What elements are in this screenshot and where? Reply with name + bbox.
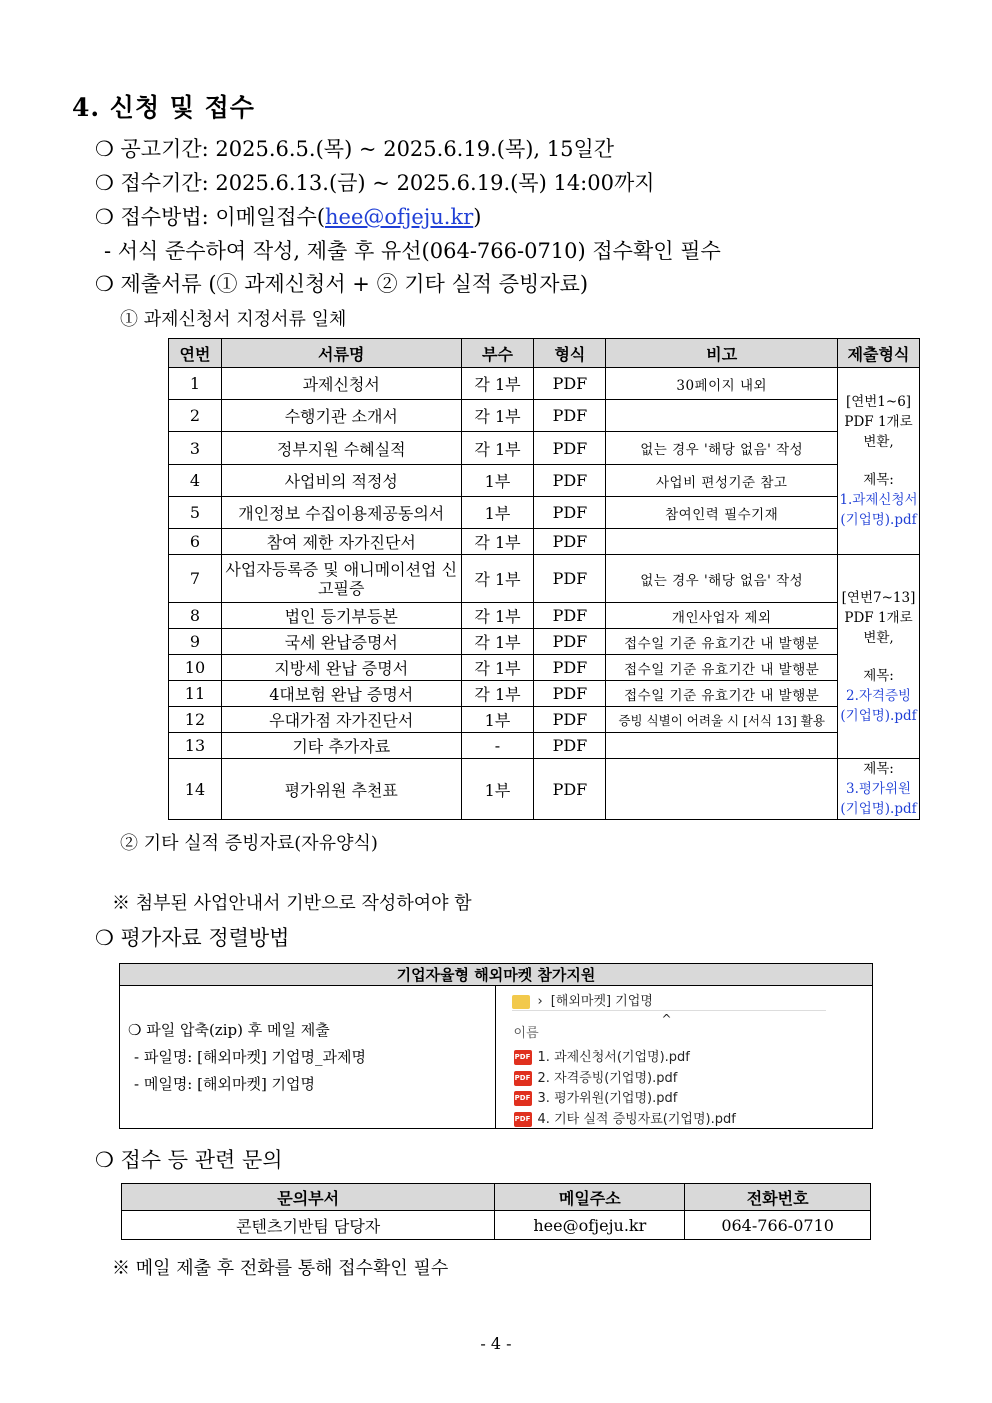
cell-doc-name: 우대가점 자가진단서 xyxy=(221,707,461,733)
table-row xyxy=(169,759,920,820)
cell-doc-name: 개인정보 수집이용제공동의서 xyxy=(221,497,461,529)
table-row xyxy=(169,555,920,603)
cell-remarks: 사업비 편성기준 참고 xyxy=(606,465,838,497)
table-row xyxy=(169,432,920,465)
receipt-email-link[interactable]: hee@ofjeju.kr xyxy=(325,205,474,229)
cell-no: 4 xyxy=(169,465,222,497)
table-row xyxy=(169,681,920,707)
form-line1: PDF 1개로 xyxy=(844,609,913,626)
cell-doc-name: 사업비의 적정성 xyxy=(221,465,461,497)
cell-doc-name: 법인 등기부등본 xyxy=(221,603,461,629)
cell-copies: 1부 xyxy=(461,759,534,820)
pdf-icon: PDF xyxy=(514,1112,532,1127)
cell-doc-name: 정부지원 수혜실적 xyxy=(221,432,461,465)
header-format: 형식 xyxy=(534,339,606,368)
cell-doc-name: 지방세 완납 증명서 xyxy=(221,655,461,681)
cell-no: 6 xyxy=(169,529,222,555)
cell-format: PDF xyxy=(534,432,606,465)
form-title-label: 제목: xyxy=(863,472,894,488)
folder-path-bar xyxy=(512,990,826,1011)
cell-format: PDF xyxy=(534,655,606,681)
documents-table xyxy=(168,338,920,820)
submission-form-group1 xyxy=(838,368,920,555)
cell-doc-name: 수행기관 소개서 xyxy=(221,400,461,432)
list-item[interactable] xyxy=(514,1069,736,1090)
header-copies: 부수 xyxy=(461,339,534,368)
pdf-icon: PDF xyxy=(514,1050,532,1065)
table-row xyxy=(122,1211,871,1240)
form-file-ext: (기업명).pdf xyxy=(840,512,917,528)
cell-doc-name: 참여 제한 자가진단서 xyxy=(221,529,461,555)
table-row xyxy=(169,603,920,629)
receipt-method-prefix: ❍ 접수방법: 이메일접수( xyxy=(95,205,326,229)
cell-no: 1 xyxy=(169,368,222,400)
notice-period: ❍ 공고기간: 2025.6.5.(목) ~ 2025.6.19.(목), 15일간 xyxy=(95,137,615,161)
cell-format: PDF xyxy=(534,603,606,629)
form-range: [연번1~6] xyxy=(845,394,912,410)
folder-screenshot xyxy=(495,986,872,1129)
sort-line3: - 메일명: [해외마켓] 기업명 xyxy=(134,1074,316,1093)
cell-remarks xyxy=(606,733,838,759)
form-line1: PDF 1개로 xyxy=(844,414,913,430)
table-row xyxy=(169,497,920,529)
sort-method-heading: ❍ 평가자료 정렬방법 xyxy=(95,926,290,950)
submission-form-group2 xyxy=(838,555,920,759)
form-range: [연번7~13] xyxy=(841,589,916,606)
sort-line2: - 파일명: [해외마켓] 기업명_과제명 xyxy=(134,1047,367,1066)
receipt-note: - 서식 준수하여 작성, 제출 후 유선(064-766-0710) 접수확인 필수 xyxy=(104,239,721,263)
breadcrumb-chevron-icon: › xyxy=(537,994,543,1009)
cell-doc-name: 4대보험 완납 증명서 xyxy=(221,681,461,707)
table-row xyxy=(169,368,920,400)
file-name: 1. 과제신청서(기업명).pdf xyxy=(537,1050,690,1065)
contact-department: 콘텐츠기반팀 담당자 xyxy=(122,1211,495,1240)
cell-copies: 각 1부 xyxy=(461,432,534,465)
page-number: - 4 - xyxy=(480,1334,512,1353)
cell-no: 10 xyxy=(169,655,222,681)
cell-copies: 각 1부 xyxy=(461,655,534,681)
cell-remarks xyxy=(606,759,838,820)
cell-remarks: 접수일 기준 유효기간 내 발행분 xyxy=(606,655,838,681)
table-row xyxy=(169,707,920,733)
cell-remarks: 증빙 식별이 어려울 시 [서식 13] 활용 xyxy=(606,707,838,733)
contact-table xyxy=(121,1183,871,1240)
sort-line1: ❍ 파일 압축(zip) 후 메일 제출 xyxy=(128,1020,330,1039)
form-file-ext: (기업명).pdf xyxy=(840,707,917,724)
pdf-icon: PDF xyxy=(514,1091,532,1106)
table-row xyxy=(169,400,920,432)
cell-copies: 각 1부 xyxy=(461,400,534,432)
cell-copies: 각 1부 xyxy=(461,529,534,555)
section-heading: 4. 신청 및 접수 xyxy=(72,93,255,122)
cell-doc-name: 과제신청서 xyxy=(221,368,461,400)
file-name: 3. 평가위원(기업명).pdf xyxy=(537,1091,678,1106)
header-no: 연번 xyxy=(169,339,222,368)
form-title-label: 제목: xyxy=(863,761,894,777)
cell-copies: 각 1부 xyxy=(461,555,534,603)
table-row xyxy=(169,655,920,681)
receipt-method-suffix: ) xyxy=(473,205,482,229)
cell-copies: 각 1부 xyxy=(461,603,534,629)
table-row xyxy=(169,465,920,497)
file-list xyxy=(514,1048,736,1130)
pdf-icon: PDF xyxy=(514,1071,532,1086)
form-file-ext: (기업명).pdf xyxy=(840,801,917,817)
cell-copies: 각 1부 xyxy=(461,368,534,400)
receipt-period: ❍ 접수기간: 2025.6.13.(금) ~ 2025.6.19.(목) 14:00까지 xyxy=(95,171,655,195)
column-label: 이름 xyxy=(513,1026,539,1041)
sort-method-table xyxy=(119,963,873,1129)
documents-sub1: ① 과제신청서 지정서류 일체 xyxy=(120,309,347,330)
cell-remarks: 참여인력 필수기재 xyxy=(606,497,838,529)
cell-format: PDF xyxy=(534,400,606,432)
cell-copies: 각 1부 xyxy=(461,629,534,655)
final-note: ※ 메일 제출 후 전화를 통해 접수확인 필수 xyxy=(112,1258,449,1279)
list-item[interactable] xyxy=(514,1089,736,1110)
cell-remarks: 접수일 기준 유효기간 내 발행분 xyxy=(606,681,838,707)
cell-copies: 1부 xyxy=(461,465,534,497)
cell-format: PDF xyxy=(534,733,606,759)
contact-phone: 064-766-0710 xyxy=(685,1211,871,1240)
cell-format: PDF xyxy=(534,707,606,733)
cell-no: 8 xyxy=(169,603,222,629)
cell-no: 9 xyxy=(169,629,222,655)
cell-no: 12 xyxy=(169,707,222,733)
header-department: 문의부서 xyxy=(122,1184,495,1211)
form-file-name: 2.자격증빙 xyxy=(845,687,912,704)
cell-format: PDF xyxy=(534,465,606,497)
cell-no: 13 xyxy=(169,733,222,759)
cell-no: 3 xyxy=(169,432,222,465)
form-file-name: 3.평가위원 xyxy=(845,781,912,797)
header-remarks: 비고 xyxy=(606,339,838,368)
cell-format: PDF xyxy=(534,681,606,707)
cell-no: 5 xyxy=(169,497,222,529)
table-row xyxy=(169,529,920,555)
inquiry-heading: ❍ 접수 등 관련 문의 xyxy=(95,1148,283,1172)
documents-heading: ❍ 제출서류 (① 과제신청서 + ② 기타 실적 증빙자료) xyxy=(95,272,589,296)
cell-no: 11 xyxy=(169,681,222,707)
cell-no: 7 xyxy=(169,555,222,603)
cell-doc-name: 사업자등록증 및 애니메이션업 신고필증 xyxy=(221,555,461,603)
folder-icon xyxy=(512,995,530,1009)
cell-doc-name: 기타 추가자료 xyxy=(221,733,461,759)
submission-form-group3 xyxy=(838,759,920,820)
list-item[interactable] xyxy=(514,1048,736,1069)
form-title-label: 제목: xyxy=(863,667,894,684)
documents-sub2: ② 기타 실적 증빙자료(자유양식) xyxy=(120,833,378,854)
cell-remarks: 없는 경우 '해당 없음' 작성 xyxy=(606,555,838,603)
cell-copies: - xyxy=(461,733,534,759)
cell-no: 14 xyxy=(169,759,222,820)
file-name: 4. 기타 실적 증빙자료(기업명).pdf xyxy=(537,1111,736,1127)
form-file-name: 1.과제신청서 xyxy=(839,492,918,508)
header-email: 메일주소 xyxy=(495,1184,685,1211)
form-line2: 변환, xyxy=(863,629,894,646)
header-doc-name: 서류명 xyxy=(221,339,461,368)
cell-format: PDF xyxy=(534,759,606,820)
sort-instructions xyxy=(120,986,496,1129)
table-row xyxy=(169,733,920,759)
list-item[interactable] xyxy=(514,1110,736,1131)
cell-remarks xyxy=(606,529,838,555)
cell-copies: 1부 xyxy=(461,707,534,733)
cell-remarks: 30페이지 내외 xyxy=(606,368,838,400)
cell-remarks: 없는 경우 '해당 없음' 작성 xyxy=(606,432,838,465)
attached-note: ※ 첨부된 사업안내서 기반으로 작성하여야 함 xyxy=(112,893,472,914)
file-name: 2. 자격증빙(기업명).pdf xyxy=(537,1070,678,1086)
header-phone: 전화번호 xyxy=(685,1184,871,1211)
cell-doc-name: 평가위원 추천표 xyxy=(221,759,461,820)
cell-copies: 1부 xyxy=(461,497,534,529)
cell-format: PDF xyxy=(534,555,606,603)
cell-format: PDF xyxy=(534,497,606,529)
sort-caret-icon: ^ xyxy=(661,1012,672,1026)
cell-format: PDF xyxy=(534,368,606,400)
table-row xyxy=(169,629,920,655)
header-submission-form: 제출형식 xyxy=(838,339,920,368)
cell-remarks xyxy=(606,400,838,432)
cell-remarks: 개인사업자 제외 xyxy=(606,603,838,629)
sort-table-header: 기업자율형 해외마켓 참가지원 xyxy=(120,964,873,986)
receipt-method xyxy=(95,201,481,231)
cell-format: PDF xyxy=(534,529,606,555)
cell-remarks: 접수일 기준 유효기간 내 발행분 xyxy=(606,629,838,655)
folder-path: [해외마켓] 기업명 xyxy=(550,994,653,1009)
form-line2: 변환, xyxy=(863,434,894,450)
contact-email[interactable]: hee@ofjeju.kr xyxy=(495,1211,685,1240)
cell-format: PDF xyxy=(534,629,606,655)
cell-doc-name: 국세 완납증명서 xyxy=(221,629,461,655)
cell-no: 2 xyxy=(169,400,222,432)
cell-copies: 각 1부 xyxy=(461,681,534,707)
